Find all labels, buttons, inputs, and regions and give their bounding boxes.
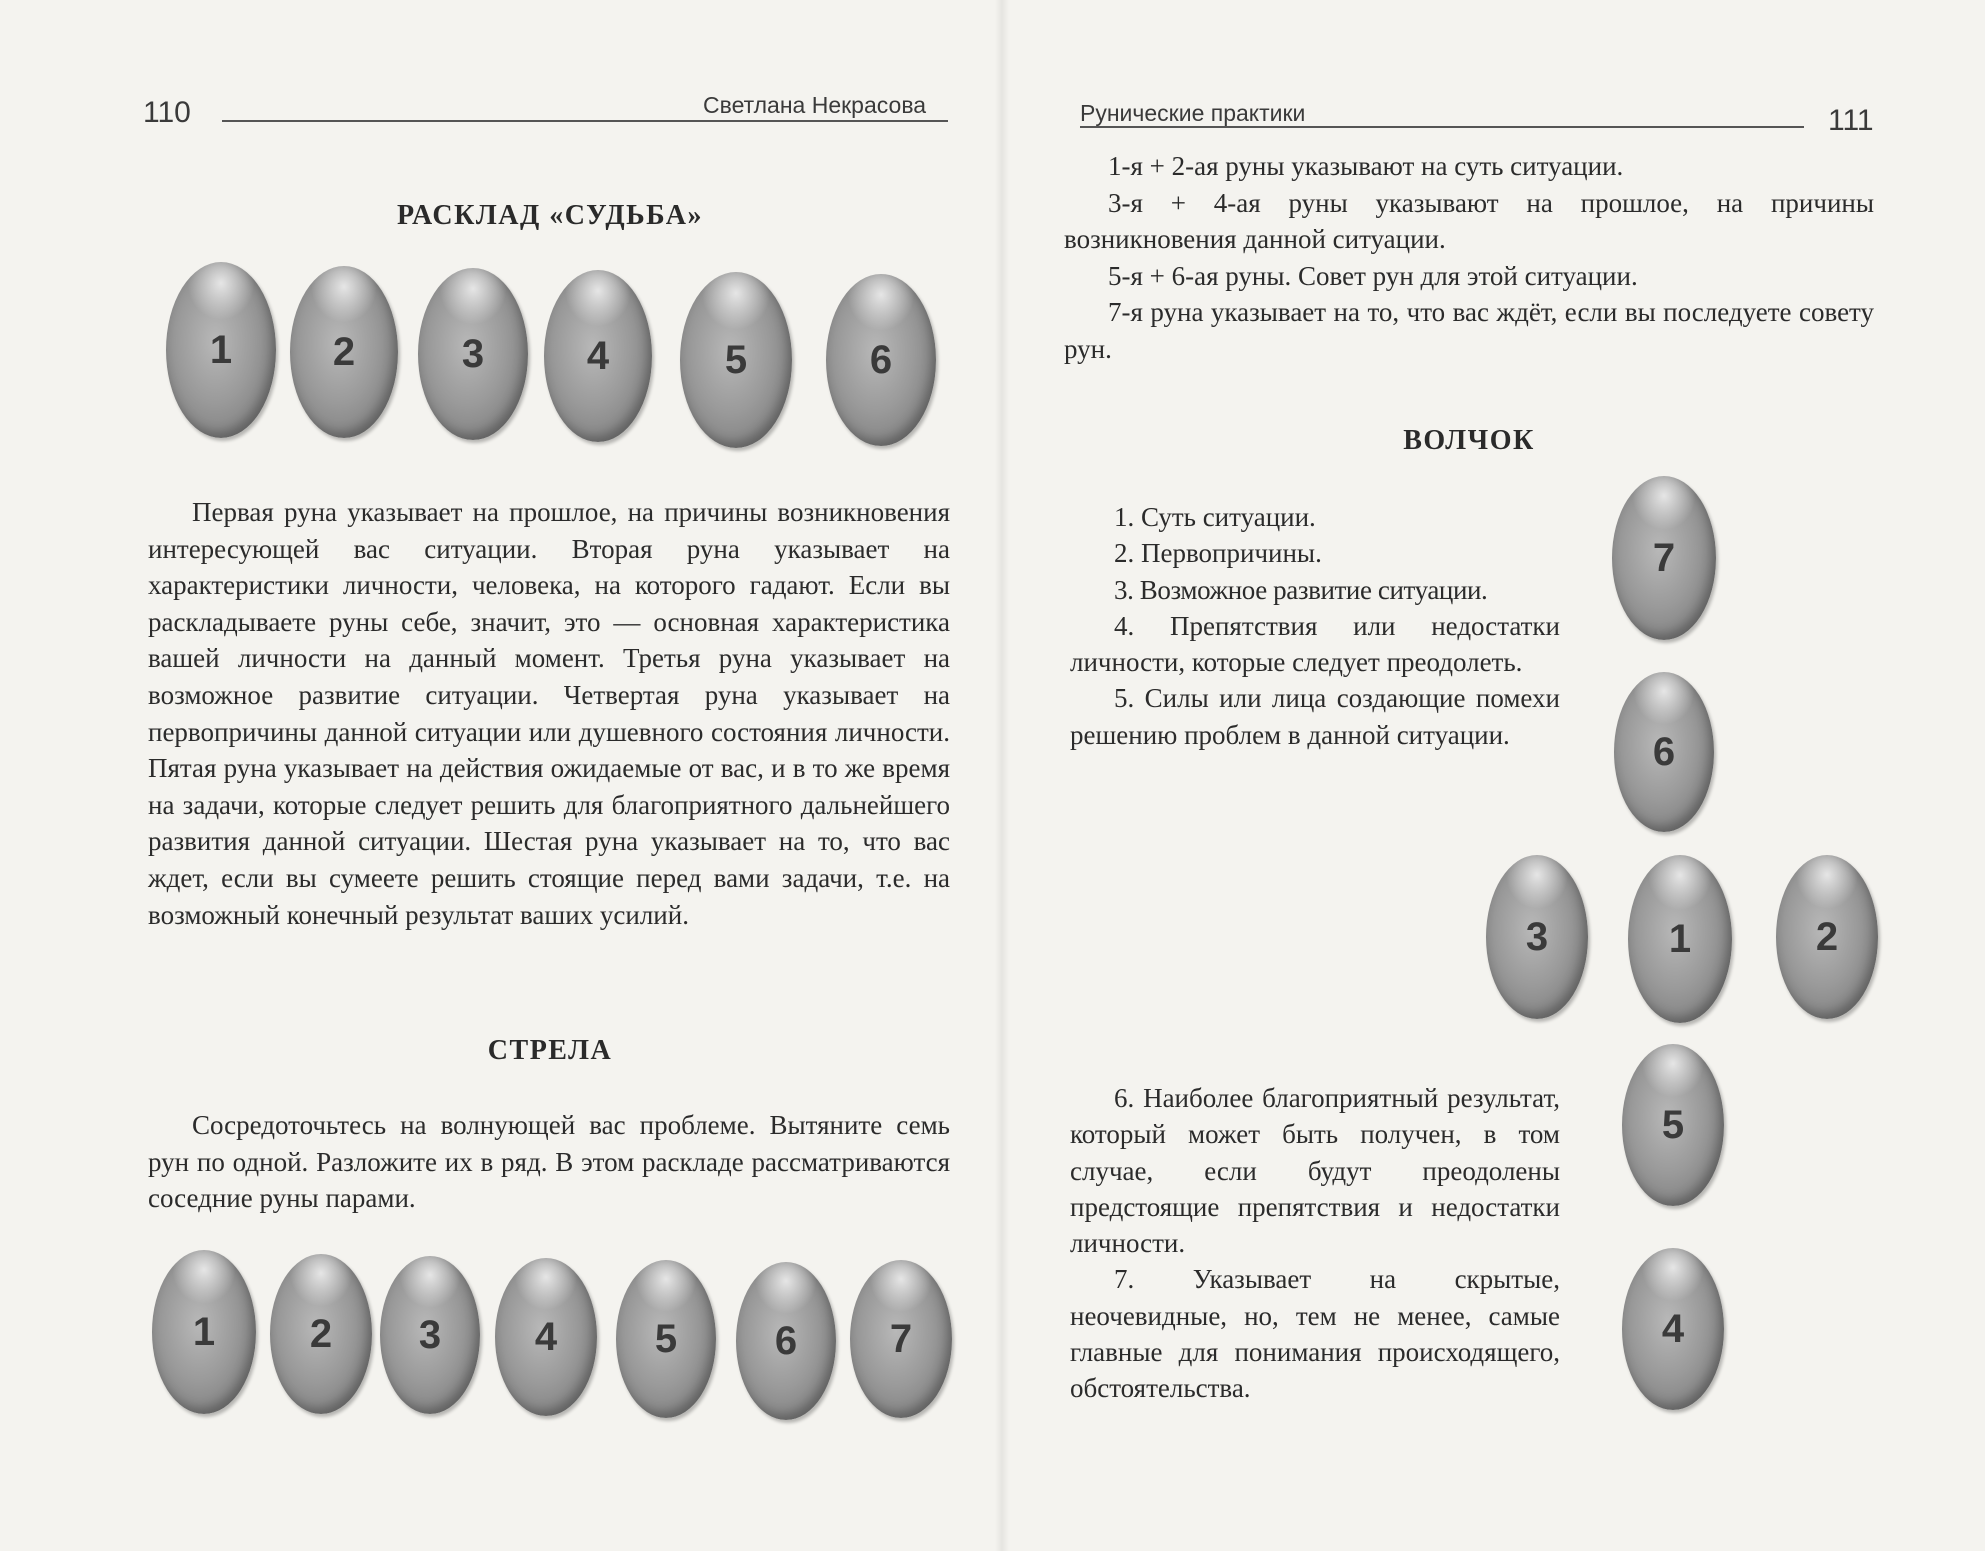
sudba-paragraph: Первая руна указывает на прошлое, на причины возникновения интересующей вас ситуации. Вторая руна указывает на характеристики личности, человека, на которого гадают. Если вы раскладываете руны себе, значит, это — основная характеристика вашей личности на данный момент. Третья руна указывает на возможное развитие ситуации. Четвертая руна указывает на первопричины данной ситуации или душевного состояния личности. Пятая руна указывает на действия ожидаемые от вас, и в то же время на задачи, которые следует решить для благоприятного дальнейшего развития данной ситуации. Шестая руна указывает на то, что вас ждет, если вы сумеете решить стоящие перед вами задачи, т.е. на возможный конечный результат ваших усилий.	[148, 497, 950, 930]
list-item: 6. Наиболее благоприятный результат, который может быть получен, в том случае, если будут преодолены предстоящие препятствия и недостатки личности.	[1070, 1083, 1560, 1259]
rune-stone	[290, 266, 398, 438]
rune-number: 1	[1668, 916, 1692, 961]
list-item: 3. Возможное развитие ситуации.	[1114, 574, 1488, 605]
rune-number: 3	[418, 1312, 442, 1357]
rune-stone	[616, 1260, 716, 1418]
rune-stone	[1614, 672, 1714, 832]
rune-stone	[1628, 855, 1732, 1023]
list-item: 5. Силы или лица создающие помехи решению проблем в данной ситуации.	[1070, 683, 1560, 750]
header-rule-left	[222, 120, 948, 122]
strela-paragraph: Сосредоточьтесь на волнующей вас проблеме. Вытяните семь рун по одной. Разложите их в ряд. В этом раскладе рассматриваются соседние руны парами.	[148, 1110, 950, 1214]
rune-stone	[850, 1260, 952, 1418]
sudba-description	[148, 494, 950, 933]
rune-number: 4	[1661, 1306, 1685, 1351]
interpretation-line: 1-я + 2-ая руны указывают на суть ситуации.	[1108, 151, 1624, 181]
rune-stone	[826, 274, 936, 446]
volchok-list-bottom	[1070, 1080, 1560, 1407]
rune-stone	[1486, 855, 1588, 1019]
rune-number: 6	[1652, 729, 1676, 774]
rune-stone	[418, 268, 528, 440]
interpretation-line: 7-я руна указывает на то, что вас ждёт, если вы последуете совету рун.	[1064, 297, 1874, 364]
rune-number: 2	[1815, 914, 1839, 959]
page-number-right: 111	[1828, 104, 1874, 137]
rune-stone	[1622, 1044, 1724, 1206]
right-page	[1000, 0, 1985, 1551]
rune-stone	[1776, 855, 1878, 1019]
list-item: 1. Суть ситуации.	[1114, 502, 1316, 532]
rune-number: 3	[1525, 914, 1549, 959]
interpretation-line: 5-я + 6-ая руны. Совет рун для этой ситуации.	[1108, 260, 1638, 291]
running-head-section: Рунические практики	[1080, 100, 1306, 126]
rune-stone	[380, 1256, 480, 1414]
rune-number: 5	[654, 1316, 678, 1361]
rune-number: 2	[309, 1311, 333, 1356]
volchok-list-top	[1070, 499, 1560, 753]
list-item: 2. Первопричины.	[1114, 538, 1322, 569]
rune-number: 6	[869, 337, 893, 382]
rune-number: 5	[1661, 1102, 1685, 1147]
rune-number: 5	[724, 337, 748, 382]
rune-number: 7	[889, 1316, 913, 1361]
running-head-author: Светлана Некрасова	[703, 92, 927, 118]
header-rule-right	[1080, 126, 1804, 128]
rune-stone	[152, 1250, 256, 1414]
arrow-interpretation	[1064, 148, 1874, 368]
rune-stone	[680, 272, 792, 448]
rune-stone	[1622, 1248, 1724, 1410]
heading-sudba: РАСКЛАД «СУДЬБА»	[397, 200, 703, 231]
rune-number: 7	[1652, 535, 1676, 580]
rune-number: 6	[774, 1318, 798, 1363]
rune-stone	[495, 1258, 597, 1416]
list-item: 7. Указывает на скрытые, неочевидные, но, тем не менее, самые главные для понимания происходящего, обстоятельства.	[1070, 1264, 1560, 1404]
rune-number: 3	[461, 331, 485, 376]
rune-stone	[544, 270, 652, 442]
rune-stone	[1612, 476, 1716, 640]
rune-number: 4	[534, 1314, 558, 1359]
heading-volchok: ВОЛЧОК	[1403, 425, 1535, 456]
rune-number: 2	[332, 329, 356, 374]
page-number-left: 110	[143, 96, 191, 129]
heading-strela: СТРЕЛА	[487, 1035, 613, 1066]
interpretation-line: 3-я + 4-ая руны указывают на прошлое, на причины возникновения данной ситуации.	[1064, 187, 1874, 255]
rune-number: 1	[192, 1309, 216, 1354]
rune-number: 1	[209, 327, 233, 372]
list-item: 4. Препятствия или недостатки личности, которые следует преодолеть.	[1070, 610, 1560, 678]
rune-stone	[736, 1262, 836, 1420]
rune-stone	[166, 262, 276, 438]
rune-number: 4	[586, 333, 610, 378]
rune-stone	[270, 1254, 372, 1414]
strela-description	[148, 1107, 950, 1217]
